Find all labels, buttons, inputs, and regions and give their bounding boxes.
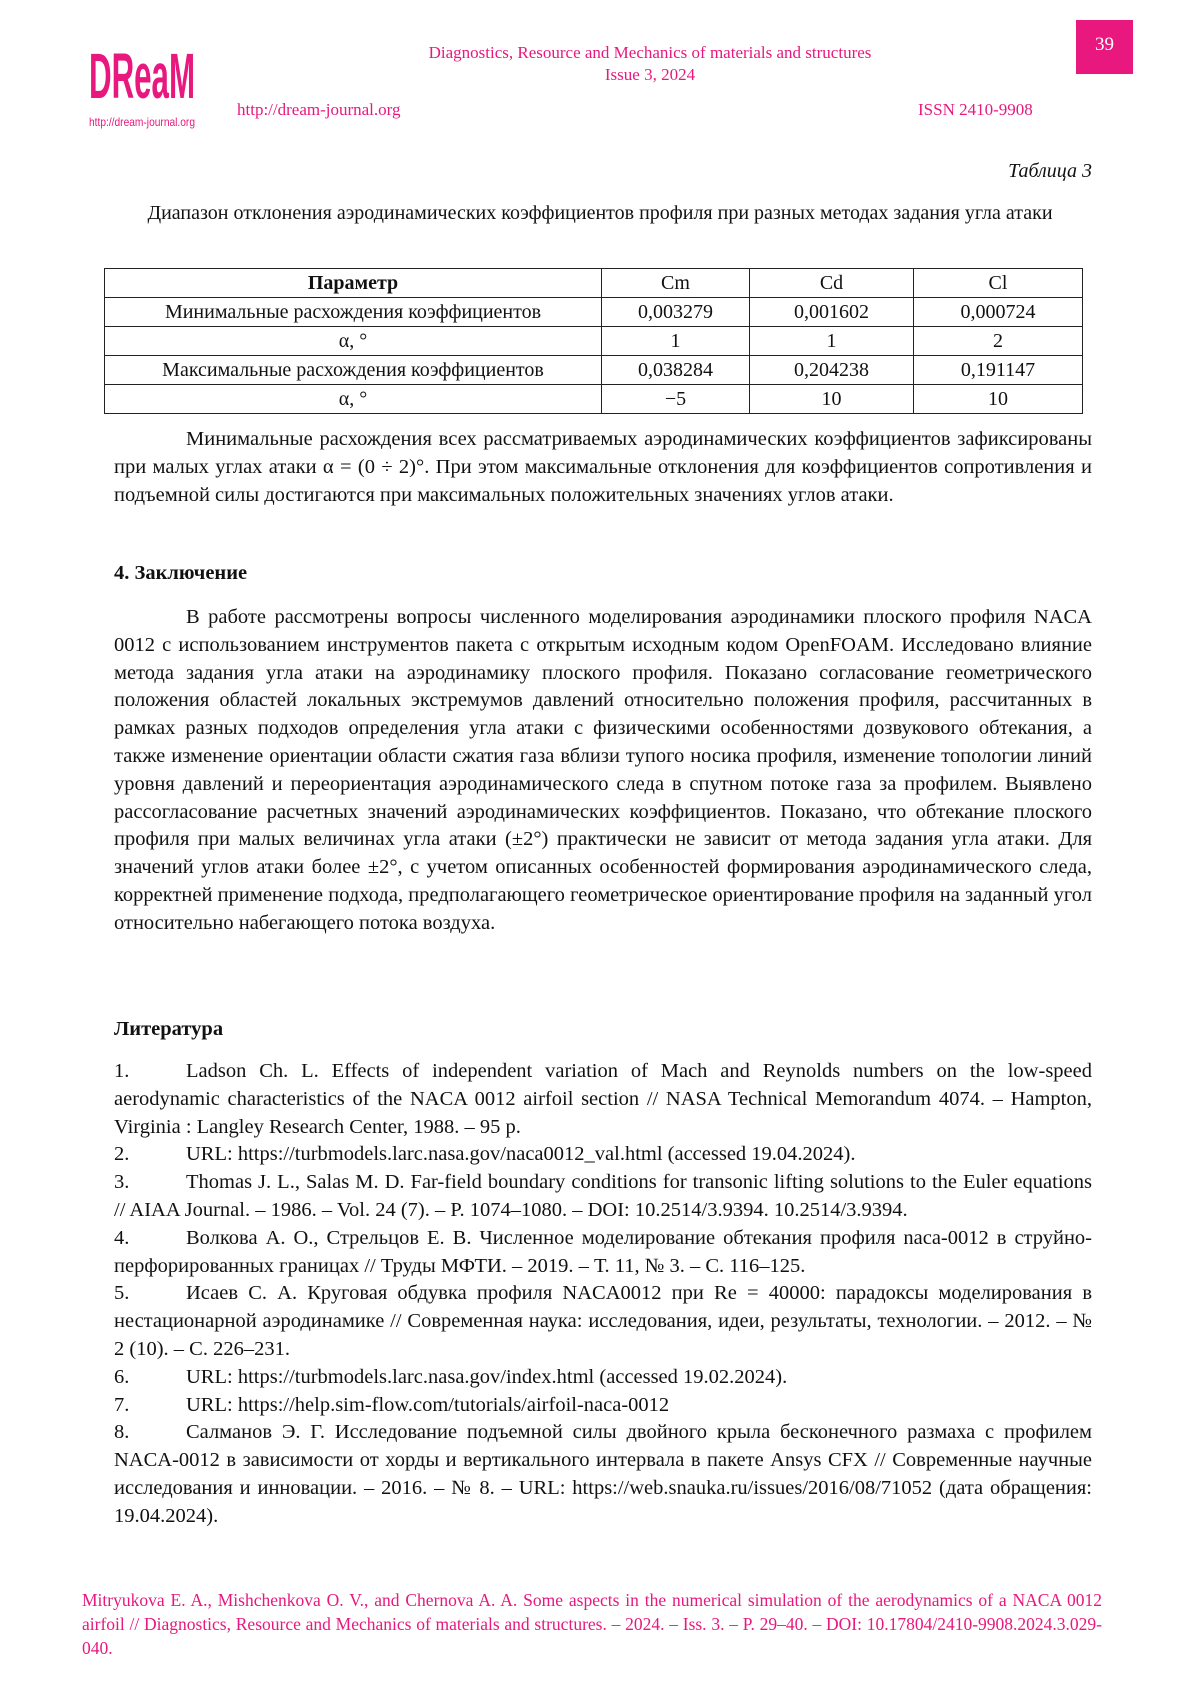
reference-number: 5. <box>114 1282 130 1305</box>
table-row <box>105 356 1083 385</box>
table-cell: 1 <box>602 327 750 356</box>
table-caption: Диапазон отклонения аэродинамических коэффициентов профиля при разных методах задания угла атаки <box>147 202 1053 224</box>
logo-text: DReaM <box>89 40 195 112</box>
reference-text: Волкова А. О., Стрельцов Е. В. Численное моделирование обтекания профиля naca-0012 в струйно-перфорированных границах // Труды МФТИ. – 2019. – Т. 11, № 3. – С. 116–125. <box>114 1226 1092 1277</box>
reference-number: 8. <box>114 1421 130 1444</box>
reference-item <box>114 1225 1092 1281</box>
reference-text: URL: https://help.sim-flow.com/tutorials/airfoil-naca-0012 <box>186 1393 670 1416</box>
table-cell: 0,001602 <box>750 298 914 327</box>
reference-text: URL: https://turbmodels.larc.nasa.gov/index.html (accessed 19.02.2024). <box>186 1365 788 1388</box>
table-cell: 10 <box>914 385 1083 414</box>
table-cell: 2 <box>914 327 1083 356</box>
table-row <box>105 385 1083 414</box>
table-cell: 0,000724 <box>914 298 1083 327</box>
page-number-badge: 39 <box>1076 20 1133 74</box>
reference-number: 1. <box>114 1060 130 1082</box>
reference-text: URL: https://turbmodels.larc.nasa.gov/naca0012_val.html (accessed 19.04.2024). <box>186 1143 856 1166</box>
reference-text: Салманов Э. Г. Исследование подъемной силы двойного крыла бесконечного размаха с профилем NACA-0012 в зависимости от хорды и вертикального интервала в пакете Ansys CFX // Современные научные исследования и инновации. – 2016. – № 8. – URL: https://web.snauka.ru/issues/2016/08/71052 (дата обращения: 19.04.2024). <box>114 1421 1092 1527</box>
dream-logo-icon <box>86 16 198 132</box>
table-label: Таблица 3 <box>1008 160 1092 182</box>
table-cell: 1 <box>750 327 914 356</box>
reference-item <box>114 1392 1092 1420</box>
journal-url-link[interactable]: http://dream-journal.org <box>237 100 401 119</box>
reference-list <box>114 1058 1092 1531</box>
reference-number: 3. <box>114 1171 130 1194</box>
reference-item <box>114 1280 1092 1363</box>
table-cell: 0,191147 <box>914 356 1083 385</box>
table-header-cell: Cl <box>914 269 1083 298</box>
table-header-row <box>105 269 1083 298</box>
journal-logo <box>86 16 198 132</box>
table-cell: −5 <box>602 385 750 414</box>
table-header-cell: Cd <box>750 269 914 298</box>
reference-text: Thomas J. L., Salas M. D. Far-field boundary conditions for transonic lifting solutions to the Euler equations // AIAA Journal. – 1986. – Vol. 24 (7). – P. 1074–1080. – DOI: 10.2514/3.9394. 10.2514/3.9394. <box>114 1171 1092 1221</box>
reference-number: 4. <box>114 1226 130 1249</box>
journal-issn: ISSN 2410-9908 <box>918 100 1033 119</box>
reference-item <box>114 1141 1092 1169</box>
reference-item <box>114 1364 1092 1392</box>
reference-item <box>114 1058 1092 1141</box>
table-row <box>105 327 1083 356</box>
table-cell: Максимальные расхождения коэффициентов <box>105 356 602 385</box>
citation-footer: Mitryukova E. A., Mishchenkova O. V., and Chernova A. A. Some aspects in the numerical simulation of the aerodynamics of a NACA 0012 airfoil // Diagnostics, Resource and Mechanics of materials and structures. – 2024. – Iss. 3. – P. 29–40. – DOI: 10.17804/2410-9908.2024.3.029-040. <box>82 1590 1102 1658</box>
table-cell: 0,038284 <box>602 356 750 385</box>
journal-issue: Issue 3, 2024 <box>604 65 696 84</box>
reference-number: 6. <box>114 1365 130 1388</box>
conclusion-paragraph: В работе рассмотрены вопросы численного моделирования аэродинамики плоского профиля NACA 0012 с использованием инструментов пакета с открытым исходным кодом OpenFOAM. Исследовано влияние метода задания угла атаки на аэродинамику плоского профиля. Показано согласование геометрического положения областей локальных экстремумов давлений относительно положения профиля, рассчитанных в рамках разных подходов определения угла атаки с физическими особенностями дозвукового обтекания, а также изменение ориентации области сжатия газа вблизи тупого носика профиля, изменение топологии линий уровня давлений и переориентация аэродинамического следа в спутном потоке газа за профилем. Выявлено рассогласование расчетных значений аэродинамических коэффициентов. Показано, что обтекание плоского профиля при малых величинах угла атаки (±2°) практически не зависит от метода задания угла атаки. Для значений углов атаки более ±2°, с учетом описанных особенностей формирования аэродинамического следа, корректней применение подхода, предполагающего геометрическое ориентирование профиля на заданный угол относительно набегающего потока воздуха. <box>114 606 1092 934</box>
table-cell: α, ° <box>105 327 602 356</box>
reference-item <box>114 1169 1092 1225</box>
body-paragraph: Минимальные расхождения всех рассматриваемых аэродинамических коэффициентов зафиксированы при малых углах атаки α = (0 ÷ 2)°. При этом максимальные отклонения для коэффициентов сопротивления и подъемной силы достигаются при максимальных положительных значениях углов атаки. <box>114 428 1092 506</box>
table-cell: α, ° <box>105 385 602 414</box>
reference-item <box>114 1419 1092 1530</box>
reference-text: Ladson Ch. L. Effects of independent variation of Mach and Reynolds numbers on the low-speed aerodynamic characteristics of the NACA 0012 airfoil section // NASA Technical Memorandum 4074. – Hampton, Virginia : Langley Research Center, 1988. – 95 p. <box>114 1060 1092 1138</box>
table-cell: 0,204238 <box>750 356 914 385</box>
table-row <box>105 298 1083 327</box>
logo-url: http://dream-journal.org <box>89 115 195 129</box>
coefficients-table <box>104 268 1083 414</box>
reference-number: 7. <box>114 1393 130 1416</box>
reference-text: Исаев С. А. Круговая обдувка профиля NACA0012 при Re = 40000: парадоксы моделирования в нестационарной аэродинамике // Современная наука: исследования, идеи, результаты, технологии. – 2012. – № 2 (10). – С. 226–231. <box>114 1282 1092 1360</box>
table-cell: Минимальные расхождения коэффициентов <box>105 298 602 327</box>
table-cell: 0,003279 <box>602 298 750 327</box>
references-heading: Литература <box>114 1018 224 1040</box>
table-header-cell: Cm <box>602 269 750 298</box>
journal-title: Diagnostics, Resource and Mechanics of materials and structures <box>428 43 872 62</box>
reference-number: 2. <box>114 1143 130 1166</box>
table-header-cell: Параметр <box>105 269 602 298</box>
section-heading: 4. Заключение <box>114 562 248 584</box>
table-cell: 10 <box>750 385 914 414</box>
